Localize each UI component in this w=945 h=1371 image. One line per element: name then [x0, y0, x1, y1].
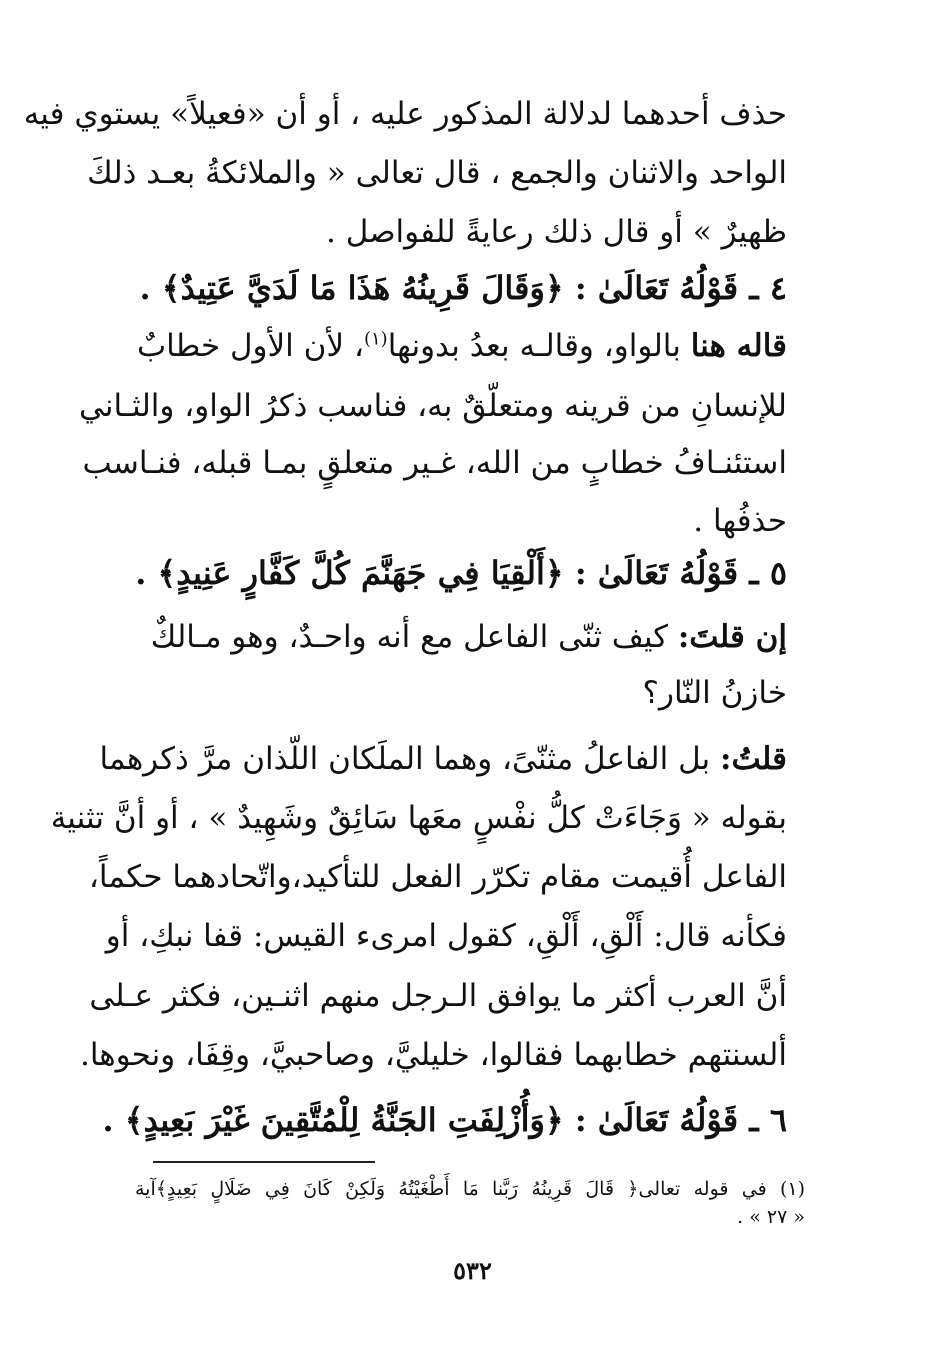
body-line-3: ظهيرٌ » أو قال ذلك رعايةً للفواصل .	[326, 214, 787, 250]
body-line-9	[150, 615, 787, 659]
body-line-5	[136, 324, 787, 368]
body-line-8: حذفُها .	[693, 503, 787, 539]
verse-heading-4: ٤ ـ قَوْلُهُ تَعَالَىٰ : ﴿وَقَالَ قَرِينُهُ هَذَا مَا لَدَيَّ عَتِيدٌ﴾ .	[139, 269, 787, 307]
body-line-15: أنَّ العرب أكثر ما يوافق الـرجل منهم اثنـين، فكثر عـلى	[89, 978, 787, 1014]
body-line-16: ألسنتهم خطابهما فقالوا، خليليَّ، وصاحبيَّ، وقِفَا، ونحوها.	[80, 1037, 787, 1073]
footnote-line-2: « ٢٧ » .	[737, 1206, 805, 1228]
verse-heading-6: ٦ ـ قَوْلُهُ تَعَالَىٰ : ﴿وَأُزْلِفَتِ الجَنَّةُ لِلْمُتَّقِينَ غَيْرَ بَعِيدٍ﴾ .	[102, 1101, 787, 1139]
body-line-2: الواحد والاثنان والجمع ، قال تعالى « والملائكةُ بعـد ذلكَ	[87, 155, 787, 191]
body-line-14: فكأنه قال: أَلْقِ، أَلْقِ، كقول امرىء القيس: قفا نبكِ، أو	[105, 918, 787, 954]
body-text: بل الفاعلُ مثنّىً، وهما الملَكان اللّذان مرَّ ذكرهما	[99, 741, 721, 777]
page-number: ٥٣٢	[453, 1256, 492, 1285]
body-line-12: بقوله « وَجَاءَتْ كلُّ نفْسٍ معَها سَائِقٌ وشَهِيدٌ » ، أو أنَّ تثنية	[50, 800, 787, 836]
body-line-13: الفاعل أُقيمت مقام تكرّر الفعل للتأكيد،واتّحادهما حكماً،	[88, 859, 787, 895]
emphasis-text: إن قلتَ:	[677, 619, 787, 655]
body-line-7: استئنـافُ خطابٍ من الله، غـير متعلقٍ بمـا قبله، فنـاسب	[82, 445, 787, 481]
emphasis-text: قلتُ:	[720, 741, 787, 777]
body-text: بالواو، وقالـه بعدُ بدونها	[387, 328, 691, 364]
verse-heading-5: ٥ ـ قَوْلُهُ تَعَالَىٰ : ﴿أَلْقِيَا فِي جَهَنَّمَ كُلَّ كَفَّارٍ عَنِيدٍ﴾ .	[135, 554, 787, 592]
footnote-reference: (١)	[363, 328, 388, 350]
body-line-1: حذف أحدهما لدلالة المذكور عليه ، أو أن «فعيلاً» يستوي فيه	[23, 96, 787, 132]
body-text: كيف ثنّى الفاعل مع أنه واحـدٌ، وهو مـالكٌ	[150, 619, 678, 655]
footnote-divider	[153, 1161, 375, 1163]
footnote-line-1: (١) في قوله تعالى﴿ قَالَ قَرِينُهُ رَبَّنا مَا أَطْغَيْتُهُ وَلَكِنْ كَانَ فِي ضَلَالٍ بَعِيدٍ﴾آية	[135, 1178, 805, 1200]
body-line-11	[99, 737, 787, 781]
body-text: ، لأن الأول خطابٌ	[136, 328, 364, 364]
body-line-6: للإنسانِ من قرينه ومتعلّقٌ به، فناسب ذكرُ الواو، والثـاني	[79, 388, 787, 424]
emphasis-text: قاله هنا	[690, 328, 787, 364]
body-line-10: خازنُ النّار؟	[642, 675, 787, 711]
